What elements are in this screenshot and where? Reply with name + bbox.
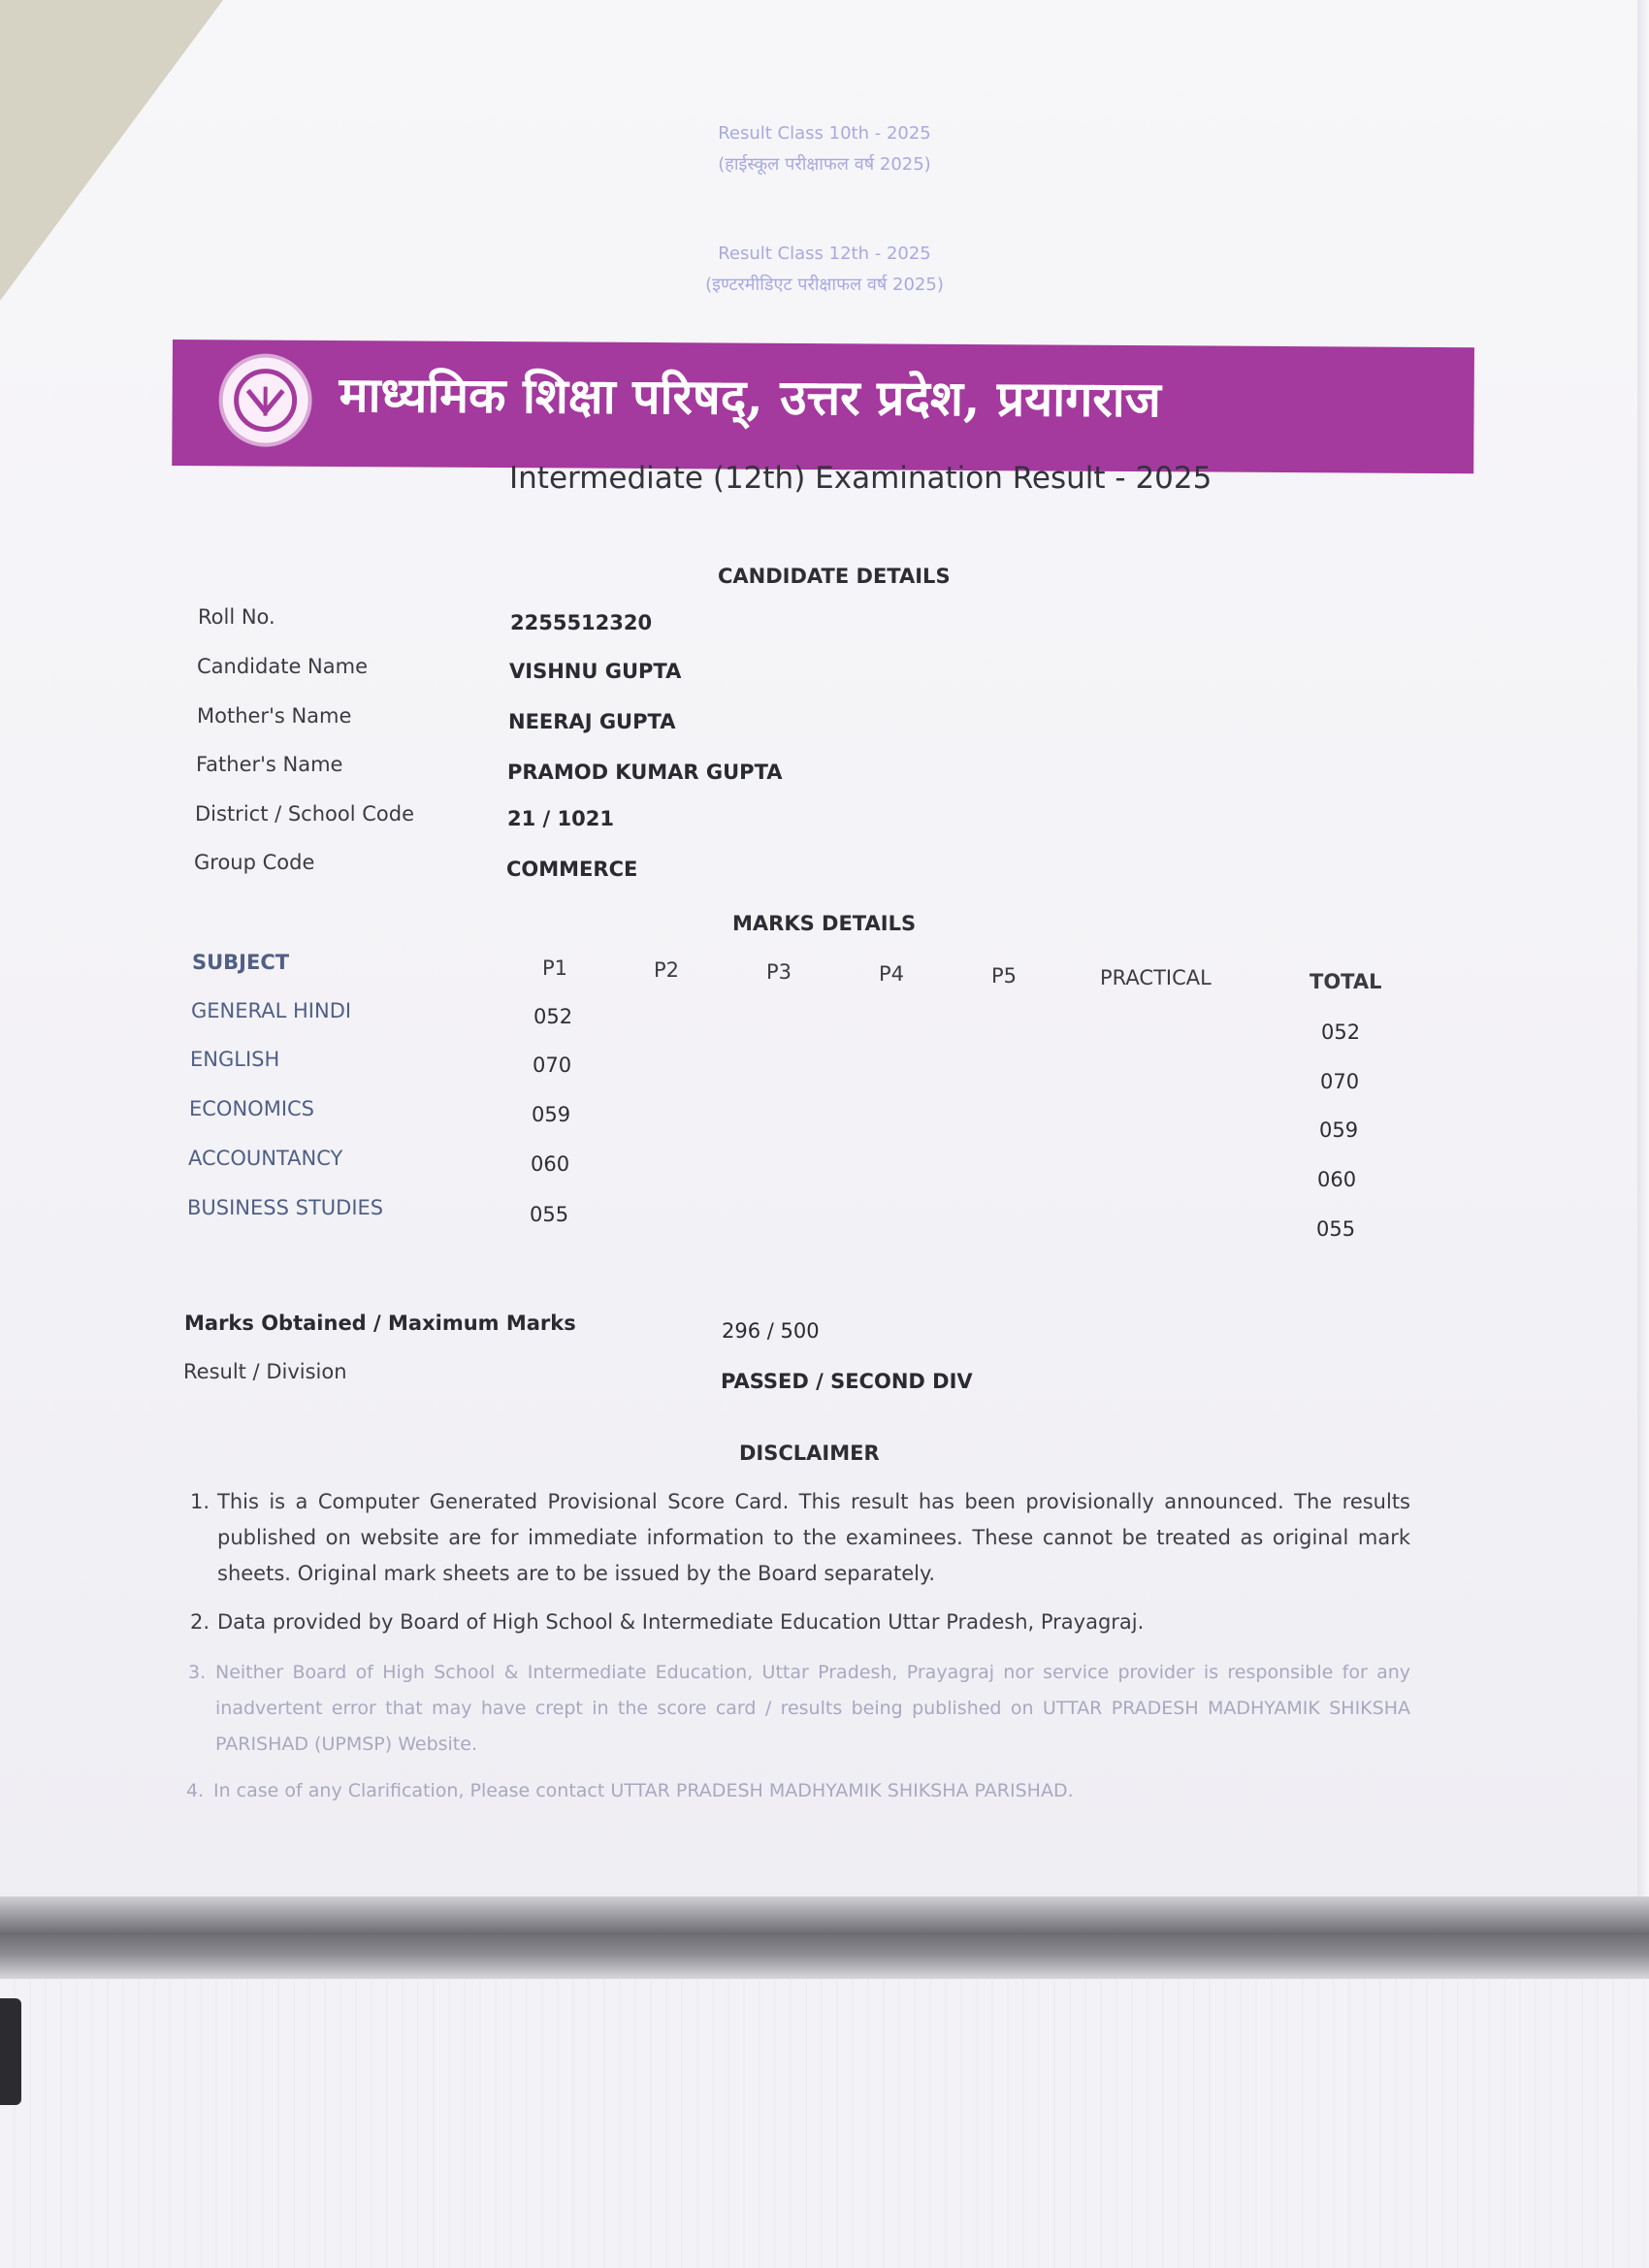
subject-p1-marks: 060: [531, 1152, 570, 1176]
page-title: Intermediate (12th) Examination Result - 2025: [509, 461, 1212, 496]
subject-name: BUSINESS STUDIES: [187, 1196, 384, 1219]
subject-total-marks: 059: [1319, 1118, 1359, 1142]
col-p2: P2: [654, 958, 680, 982]
group-code-value: COMMERCE: [506, 858, 638, 881]
disclaimer-item-2: [190, 1604, 1410, 1640]
subject-name: ECONOMICS: [189, 1097, 315, 1120]
candidate-name-label: Candidate Name: [197, 655, 368, 678]
col-p1: P1: [542, 956, 568, 980]
subject-p1-marks: 052: [534, 1005, 573, 1028]
group-code-label: Group Code: [194, 851, 315, 874]
col-p3: P3: [766, 960, 792, 984]
marks-details-heading: MARKS DETAILS: [732, 912, 917, 935]
result-division-value: PASSED / SECOND DIV: [721, 1370, 973, 1393]
disclaimer-item-3: [188, 1655, 1410, 1763]
father-name-label: Father's Name: [196, 753, 343, 776]
link-result-class-10[interactable]: [679, 118, 970, 180]
subject-total-marks: 060: [1317, 1168, 1357, 1191]
roll-no-label: Roll No.: [198, 605, 275, 629]
subject-name: GENERAL HINDI: [191, 999, 352, 1022]
subject-p1-marks: 055: [530, 1203, 569, 1226]
district-school-code-value: 21 / 1021: [507, 807, 614, 830]
board-emblem-icon: [218, 353, 312, 447]
folded-corner: [0, 0, 223, 301]
result-division-label: Result / Division: [183, 1360, 347, 1383]
banner-title: माध्यमिक शिक्षा परिषद्, उत्तर प्रदेश, प्रयागराज: [339, 366, 1162, 429]
marks-obtained-value: 296 / 500: [722, 1319, 820, 1343]
disclaimer-item-text: This is a Computer Generated Provisional Score Card. This result has been provisionally announced. The results published on website are for immediate information to the examinees. These cannot be treated as original mark sheets. Original mark sheets are to be issued by the Board separately.: [217, 1490, 1410, 1585]
disclaimer-item-text: Neither Board of High School & Intermediate Education, Uttar Pradesh, Prayagraj nor service provider is responsible for any inadvertent error that may have crept in the score card / results being published on UTTAR PRADESH MADHYAMIK SHIKSHA PARISHAD (UPMSP) Website.: [215, 1662, 1410, 1755]
disclaimer-item-number: 3.: [188, 1662, 207, 1683]
mother-name-value: NEERAJ GUPTA: [508, 710, 676, 733]
board-banner: [172, 340, 1474, 473]
mother-name-label: Mother's Name: [197, 704, 352, 728]
disclaimer-item-4: [186, 1773, 1408, 1809]
col-practical: PRACTICAL: [1100, 966, 1212, 989]
link-result-class-10-line1: Result Class 10th - 2025: [718, 123, 931, 144]
link-result-class-12-line1: Result Class 12th - 2025: [718, 243, 931, 264]
lower-page-area: [0, 1979, 1649, 2268]
subject-name: ACCOUNTANCY: [188, 1147, 343, 1170]
subject-total-marks: 052: [1321, 1021, 1361, 1044]
col-p5: P5: [991, 964, 1018, 988]
link-result-class-12-line2: (इण्टरमीडिएट परीक्षाफल वर्ष 2025): [705, 275, 944, 295]
father-name-value: PRAMOD KUMAR GUPTA: [507, 761, 783, 784]
col-subject: SUBJECT: [192, 951, 290, 974]
subject-p1-marks: 070: [533, 1053, 572, 1077]
col-p4: P4: [879, 962, 905, 986]
disclaimer-item-text: Data provided by Board of High School & Intermediate Education Uttar Pradesh, Prayagraj.: [217, 1610, 1145, 1634]
disclaimer-item-text: In case of any Clarification, Please contact UTTAR PRADESH MADHYAMIK SHIKSHA PARISHAD.: [213, 1780, 1074, 1801]
disclaimer-item-number: 4.: [186, 1780, 205, 1801]
link-result-class-12[interactable]: [669, 239, 980, 301]
disclaimer-item-number: 2.: [190, 1610, 210, 1634]
binder-clip-mark: [0, 1998, 21, 2105]
subject-total-marks: 055: [1316, 1217, 1356, 1241]
col-total: TOTAL: [1310, 970, 1382, 993]
district-school-code-label: District / School Code: [195, 802, 415, 826]
disclaimer-heading: DISCLAIMER: [739, 1442, 880, 1465]
link-result-class-10-line2: (हाईस्कूल परीक्षाफल वर्ष 2025): [718, 154, 931, 175]
disclaimer-item-number: 1.: [190, 1490, 210, 1513]
subject-total-marks: 070: [1320, 1070, 1360, 1093]
scan-shadow-band: [0, 1896, 1649, 1979]
roll-no-value: 2255512320: [510, 611, 653, 634]
subject-name: ENGLISH: [190, 1048, 280, 1071]
disclaimer-item-1: [190, 1484, 1410, 1592]
marks-obtained-label: Marks Obtained / Maximum Marks: [184, 1312, 576, 1335]
subject-p1-marks: 059: [532, 1103, 571, 1126]
candidate-details-heading: CANDIDATE DETAILS: [718, 565, 951, 588]
candidate-name-value: VISHNU GUPTA: [509, 660, 682, 683]
